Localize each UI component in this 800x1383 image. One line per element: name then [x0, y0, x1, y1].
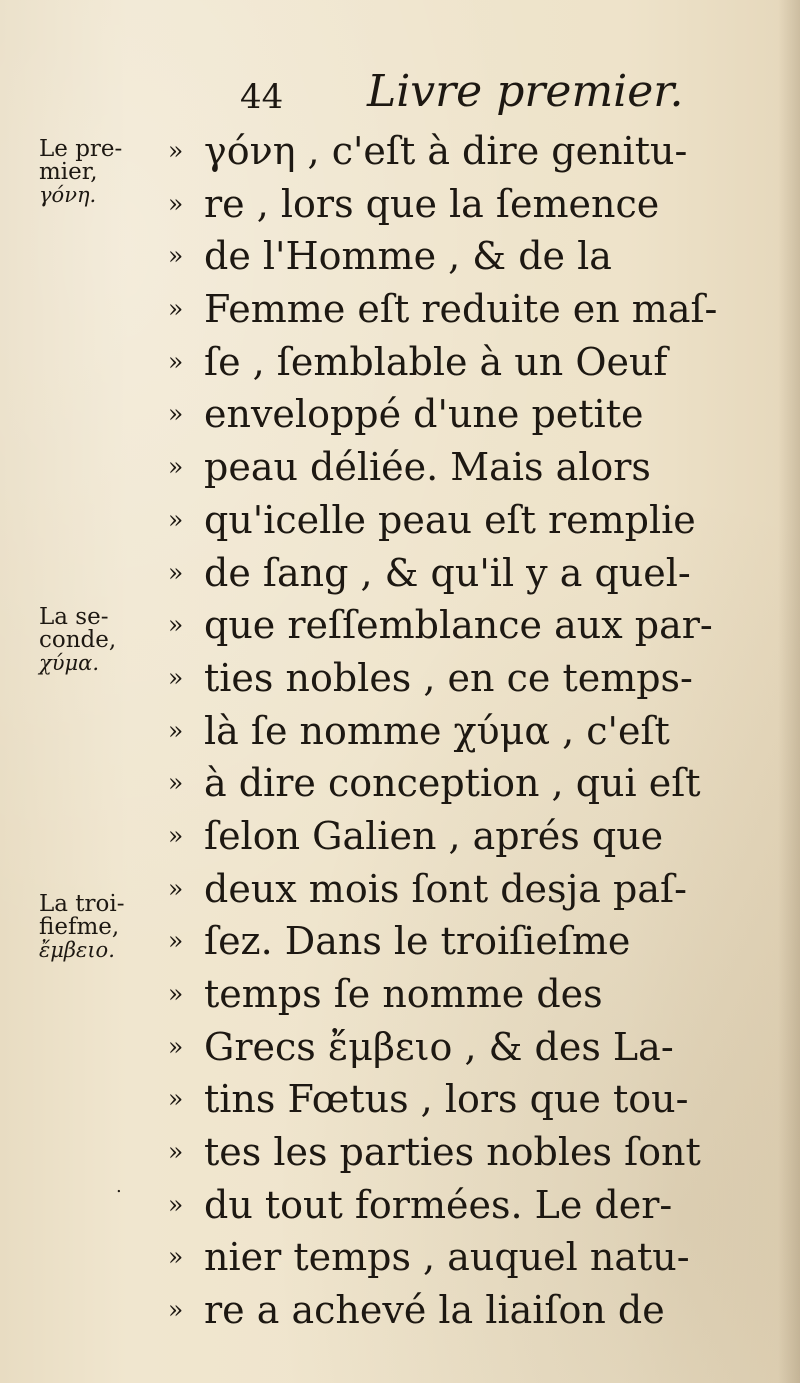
line-text: là ſe nomme χύμα , c'eſt: [204, 708, 670, 753]
line-text: nier temps , auquel natu-: [204, 1235, 690, 1280]
quotation-mark: »: [168, 346, 184, 376]
body-line: [168, 283, 768, 336]
body-line: [168, 757, 768, 810]
body-line: [168, 336, 768, 389]
quotation-mark: »: [168, 1295, 184, 1325]
margin-note-label-continuation: conde,: [39, 627, 117, 654]
margin-note-label-continuation: fiefme,: [39, 914, 120, 941]
line-text: de ſang , & qu'il y a quel-: [204, 550, 691, 595]
quotation-mark: »: [168, 504, 184, 534]
body-line: [168, 1073, 768, 1126]
margin-note-second: [39, 606, 154, 674]
line-text: tes les parties nobles ſont: [204, 1130, 701, 1175]
body-line: [168, 547, 768, 600]
body-line: [168, 1021, 768, 1074]
body-line: [168, 968, 768, 1021]
margin-note-greek-term: γόνη.: [39, 182, 97, 207]
quotation-mark: »: [168, 1242, 184, 1272]
quotation-mark: »: [168, 188, 184, 218]
line-text: re , lors que la ſemence: [204, 181, 660, 226]
body-line: [168, 230, 768, 283]
quotation-mark: »: [168, 1189, 184, 1219]
body-line: [168, 810, 768, 863]
margin-note-label: La troi-: [39, 891, 125, 917]
margin-note-third: [39, 893, 154, 961]
line-text: peau déliée. Mais alors: [204, 445, 651, 490]
quotation-mark: »: [168, 1084, 184, 1114]
line-text: ſelon Galien , aprés que: [204, 813, 664, 858]
line-text: ſez. Dans le troiſieſme: [204, 919, 631, 964]
quotation-mark: »: [168, 926, 184, 956]
quotation-mark: »: [168, 820, 184, 850]
line-text: qu'icelle peau eſt remplie: [204, 497, 696, 542]
quotation-mark: »: [168, 715, 184, 745]
margin-note-label: Le pre-: [39, 136, 123, 162]
margin-dot: .: [116, 1176, 122, 1197]
quotation-mark: »: [168, 452, 184, 482]
body-line: [168, 388, 768, 441]
line-text: ſe , ſemblable à un Oeuf: [204, 339, 668, 384]
body-line: [168, 178, 768, 231]
body-line: [168, 441, 768, 494]
page-number: 44: [240, 77, 284, 117]
quotation-mark: »: [168, 610, 184, 640]
quotation-mark: »: [168, 557, 184, 587]
line-text: Grecs ἔμβειο , & des La-: [204, 1024, 674, 1069]
line-text: de l'Homme , & de la: [204, 234, 612, 279]
body-line: [168, 494, 768, 547]
quotation-mark: »: [168, 662, 184, 692]
margin-note-label: La se-: [39, 604, 109, 630]
body-line: [168, 1179, 768, 1232]
body-line: [168, 863, 768, 916]
margin-note-greek-term: ἔμβειο.: [39, 937, 115, 962]
line-text: deux mois ſont desja paſ-: [204, 866, 687, 911]
line-text: que reſſemblance aux par-: [204, 603, 713, 648]
line-text: enveloppé d'une petite: [204, 392, 644, 437]
margin-note-label-continuation: mier,: [39, 159, 98, 186]
quotation-mark: »: [168, 399, 184, 429]
quotation-mark: »: [168, 241, 184, 271]
line-text: γόνη , c'eſt à dire genitu-: [204, 129, 688, 173]
line-text: Femme eſt reduite en maſ-: [204, 287, 718, 332]
quotation-mark: »: [168, 979, 184, 1008]
margin-note-first: [39, 138, 154, 206]
line-text: à dire conception , qui eſt: [204, 761, 701, 806]
body-line: [168, 599, 768, 652]
line-text: du tout formées. Le der-: [204, 1182, 673, 1227]
body-line: [168, 915, 768, 968]
line-text: temps ſe nomme des: [204, 972, 603, 1016]
quotation-mark: »: [168, 294, 184, 324]
quotation-mark: »: [168, 136, 184, 165]
quotation-mark: »: [168, 768, 184, 798]
body-line: [168, 125, 768, 178]
body-text: [168, 125, 768, 1365]
line-text: tins Fœtus , lors que tou-: [204, 1077, 689, 1122]
line-text: re a achevé la liaiſon de: [204, 1288, 665, 1333]
body-line: [168, 652, 768, 705]
body-line: [168, 1126, 768, 1179]
quotation-mark: »: [168, 873, 184, 903]
line-text: ties nobles , en ce temps-: [204, 655, 693, 700]
body-line: [168, 1284, 768, 1337]
body-line: [168, 1231, 768, 1284]
quotation-mark: »: [168, 1031, 184, 1061]
running-head: Livre premier.: [367, 66, 684, 117]
margin-note-greek-term: χύμα.: [39, 650, 99, 675]
quotation-mark: »: [168, 1137, 184, 1167]
body-line: [168, 705, 768, 758]
